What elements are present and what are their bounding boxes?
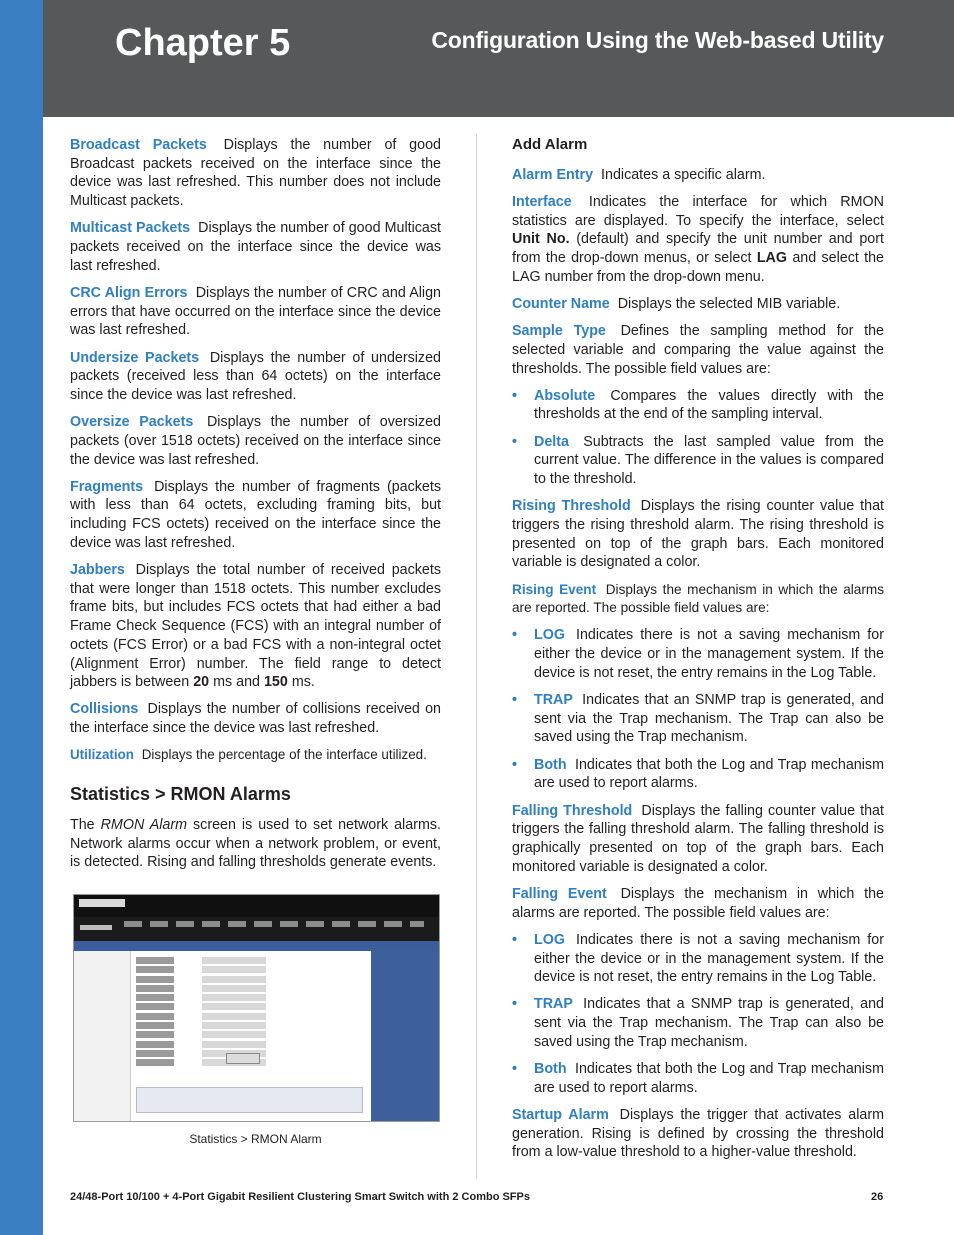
- subheading-add-alarm: Add Alarm: [512, 136, 588, 153]
- definition-text: and select the LAG number from the drop-down menu.: [512, 250, 884, 285]
- definition-text: Indicates there is not a saving mechanism for either the device or in the management system. If the device is not reset, the entry remains in the Log Table.: [534, 627, 884, 681]
- screenshot-left-pane: [74, 951, 131, 1121]
- screenshot-form-row: [136, 985, 363, 992]
- value-max: 150: [263, 674, 288, 691]
- term: Undersize Packets: [70, 349, 200, 366]
- term: CRC Align Errors: [70, 284, 188, 301]
- definition-text: Displays the number of collisions received on the interface since the device was last refreshed.: [70, 701, 441, 737]
- definition-text: Displays the number of CRC and Align errors that have occurred on the interface since the device was last refreshed.: [70, 284, 441, 339]
- definition-text: Displays the mechanism in which the alarms are reported. The possible field values are:: [512, 885, 884, 921]
- sidebar-band: [0, 0, 43, 1235]
- definition-fragments: [70, 478, 441, 553]
- term: Both: [534, 756, 567, 773]
- definition-rising-threshold: [512, 497, 884, 572]
- definition-undersize-packets: [70, 349, 441, 405]
- page-header: [43, 0, 954, 117]
- definition-oversize-packets: [70, 413, 441, 469]
- term: Utilization: [70, 747, 134, 763]
- definition-text: Displays the number of good Broadcast packets received on the interface since the device was last refreshed. This number does not include Multicast packets.: [70, 137, 441, 210]
- definition-text: Indicates a specific alarm.: [601, 166, 766, 183]
- definition-multicast-packets: [70, 219, 441, 275]
- definition-text: Displays the rising counter value that triggers the rising threshold alarm. The rising threshold is presented on top of the graph bars. Each monitored variable is designated a color.: [512, 498, 884, 571]
- definition-text: Displays the selected MIB variable.: [617, 295, 841, 312]
- definition-text: (default) and specify the unit number and port from the drop-down menus, or select: [512, 231, 884, 267]
- term: Oversize Packets: [70, 414, 194, 431]
- term: LOG: [534, 931, 565, 948]
- term: Rising Threshold: [512, 498, 631, 515]
- screenshot-subnav: [74, 941, 439, 951]
- screenshot-form-row: [136, 1003, 363, 1010]
- definition-text: Indicates there is not a saving mechanism for either the device or in the management system. If the device is not reset, the entry remains in the Log Table.: [534, 931, 884, 986]
- list-item: [512, 1060, 884, 1097]
- definition-rising-event: [512, 581, 884, 618]
- term: Counter Name: [512, 295, 610, 312]
- screenshot-form-row: [136, 1041, 363, 1048]
- term: Falling Event: [512, 885, 607, 902]
- left-column: [70, 136, 441, 1157]
- term: Collisions: [70, 701, 139, 718]
- list-item: [512, 931, 884, 987]
- term: Alarm Entry: [512, 166, 594, 183]
- screenshot-nav-tabs: [124, 921, 424, 927]
- intro-text: screen is used to set network alarms. Network alarms occur when a network problem, or event, is detected. Rising and falling thresholds generate events.: [70, 816, 441, 871]
- intro-emphasis: RMON Alarm: [100, 816, 188, 833]
- linksys-logo: [79, 899, 125, 907]
- header-title: Configuration Using the Web-based Utility: [431, 27, 884, 53]
- definition-text: Compares the values directly with the thresholds at the end of the sampling interval.: [534, 387, 884, 423]
- definition-text: Displays the trigger that activates alarm generation. Rising is defined by crossing the threshold from a low-value threshold to a higher-value threshold.: [512, 1106, 884, 1161]
- definition-text: ms and: [213, 674, 260, 691]
- list-item: [512, 433, 884, 489]
- term: Broadcast Packets: [70, 137, 207, 153]
- screenshot-form-row: [136, 1013, 363, 1020]
- definition-alarm-entry: [512, 166, 884, 185]
- value-min: 20: [193, 674, 210, 691]
- definition-text: Displays the falling counter value that triggers the falling threshold alarm. The falling threshold is graphically presented on top of the graph bars. Each monitored variable is designated a color.: [512, 802, 884, 875]
- screenshot-help-pane: [371, 951, 439, 1121]
- list-item: [512, 995, 884, 1051]
- term: Delta: [534, 433, 569, 450]
- column-divider: [476, 134, 477, 1179]
- term: Startup Alarm: [512, 1106, 609, 1123]
- term: Interface: [512, 193, 572, 210]
- definition-text: Indicates that both the Log and Trap mechanism are used to report alarms.: [534, 756, 884, 792]
- list-item: [512, 691, 884, 747]
- section-intro: [70, 816, 441, 872]
- definition-falling-event: [512, 885, 884, 922]
- screenshot-form-row: [136, 1022, 363, 1029]
- section-heading: Statistics > RMON Alarms: [70, 784, 291, 805]
- term: Absolute: [534, 387, 596, 404]
- definition-text: Displays the total number of received packets that were longer than 1518 octets. This number excludes frame bits, but includes FCS octets that had either a bad Frame Check Sequence (FCS) with an integral number of octets (FCS Error) or a bad FCS with a non-integral octet (Alignment Error) number. The field range to detect jabbers is between: [70, 562, 441, 691]
- screenshot-form-row: [136, 966, 363, 973]
- definition-text: Displays the number of fragments (packets with less than 64 octets, excluding framing bits, but including FCS octets) received on the interface since the device was last refreshed.: [70, 478, 441, 551]
- screenshot-rmon-alarm: [73, 894, 440, 1122]
- term: Jabbers: [70, 562, 125, 579]
- screenshot-nav-label: [80, 925, 112, 930]
- screenshot-alarm-table: [136, 1087, 363, 1113]
- right-column: [512, 136, 884, 1171]
- term: Fragments: [70, 478, 144, 495]
- definition-counter-name: [512, 295, 884, 314]
- intro-text: The: [70, 816, 95, 833]
- term: Sample Type: [512, 323, 606, 340]
- definition-text: Displays the number of good Multicast packets received on the interface since the device was last refreshed.: [70, 220, 441, 274]
- definition-collisions: [70, 700, 441, 737]
- list-item: [512, 387, 884, 424]
- definition-jabbers: [70, 561, 441, 692]
- keyword: Unit No.: [512, 231, 570, 248]
- screenshot-form-row: [136, 957, 363, 964]
- term: Multicast Packets: [70, 220, 191, 237]
- definition-text: Subtracts the last sampled value from the current value. The difference in the values is compared to the threshold.: [534, 433, 884, 488]
- definition-text: Displays the number of oversized packets (over 1518 octets) received on the interface since the device was last refreshed.: [70, 414, 441, 468]
- screenshot-add-button: [226, 1053, 260, 1064]
- definition-text: Displays the number of undersized packets (received less than 64 octets) on the interface since the device was last refreshed.: [70, 349, 441, 403]
- definition-crc-align-errors: [70, 284, 441, 340]
- screenshot-form-row: [136, 976, 363, 983]
- definition-startup-alarm: [512, 1106, 884, 1162]
- definition-text: Indicates that a SNMP trap is generated, and sent via the Trap mechanism. The Trap can also be saved using the Trap mechanism.: [534, 996, 884, 1050]
- term: TRAP: [534, 996, 573, 1013]
- list-item: [512, 756, 884, 793]
- sample-type-list: [512, 387, 884, 489]
- figure-caption: Statistics > RMON Alarm: [189, 1131, 322, 1146]
- definition-text: Displays the mechanism in which the alarms are reported. The possible field values are:: [512, 581, 884, 616]
- screenshot-form-row: [136, 994, 363, 1001]
- chapter-title: Chapter 5: [115, 22, 291, 64]
- screenshot-nav: [74, 917, 439, 941]
- definition-text: Defines the sampling method for the selected variable and comparing the value against the thresholds. The possible field values are:: [512, 323, 884, 377]
- definition-text: Indicates that an SNMP trap is generated, and sent via the Trap mechanism. The Trap can also be saved using the Trap mechanism.: [534, 692, 884, 746]
- definition-broadcast-packets: [70, 136, 441, 211]
- definition-interface: [512, 193, 884, 287]
- keyword: LAG: [756, 250, 787, 267]
- term: TRAP: [534, 692, 573, 709]
- term: LOG: [534, 627, 565, 644]
- definition-falling-threshold: [512, 802, 884, 877]
- screenshot-form-row: [136, 1031, 363, 1038]
- footer-product: 24/48-Port 10/100 + 4-Port Gigabit Resilient Clustering Smart Switch with 2 Combo SFPs: [70, 1191, 530, 1203]
- page-number: 26: [871, 1191, 884, 1203]
- definition-text: Displays the percentage of the interface utilized.: [141, 747, 427, 763]
- screenshot-titlebar: [74, 895, 439, 917]
- term: Falling Threshold: [512, 802, 633, 819]
- term: Both: [534, 1061, 567, 1078]
- definition-text: Indicates the interface for which RMON statistics are displayed. To specify the interface, select: [512, 193, 884, 229]
- falling-event-list: [512, 931, 884, 1098]
- definition-sample-type: [512, 322, 884, 378]
- term: Rising Event: [512, 581, 597, 597]
- list-item: [512, 626, 884, 682]
- rising-event-list: [512, 626, 884, 793]
- definition-text: ms.: [291, 674, 315, 691]
- definition-utilization: [70, 746, 441, 765]
- definition-text: Indicates that both the Log and Trap mechanism are used to report alarms.: [534, 1061, 884, 1096]
